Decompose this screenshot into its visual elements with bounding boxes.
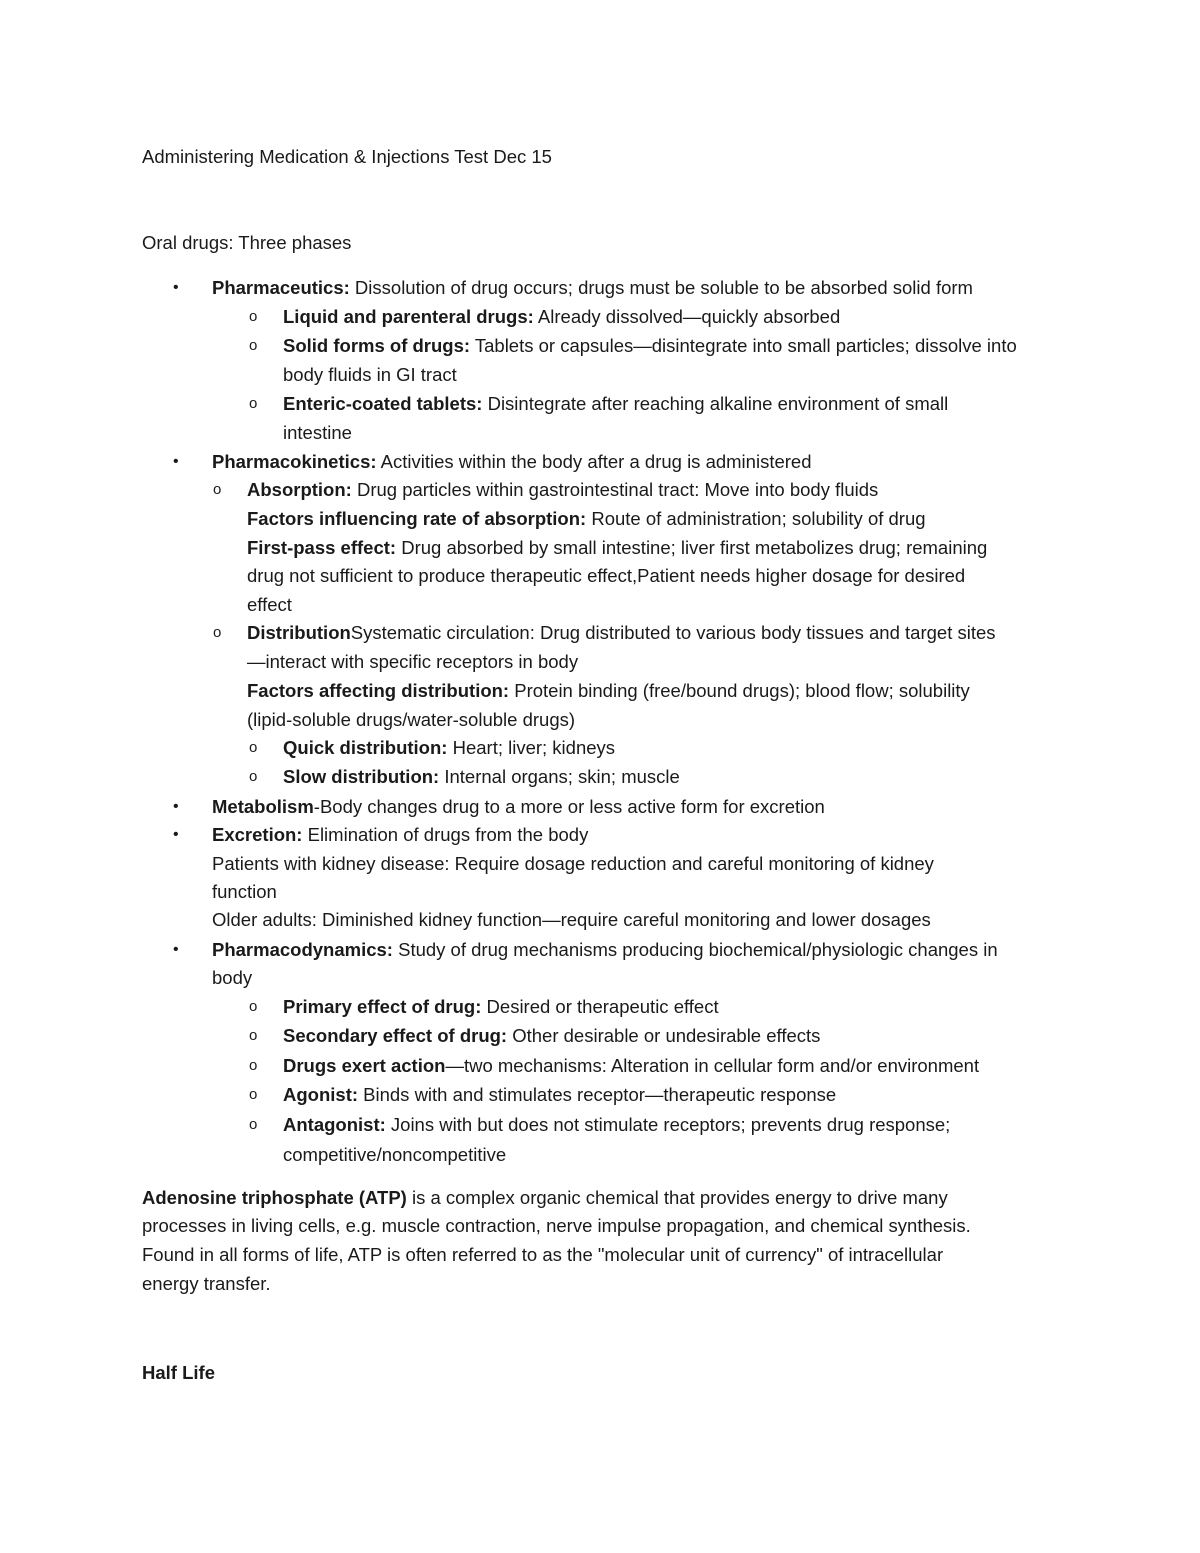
term-secondary: Secondary effect of drug: [283, 1025, 508, 1046]
list-item-enteric [283, 390, 948, 418]
text-enteric: Disintegrate after reaching alkaline environment of small [482, 393, 949, 414]
text-slow: Internal organs; skin; muscle [439, 766, 680, 787]
list-item-slow-distribution [283, 763, 680, 791]
term-pharmacokinetics: Pharmacokinetics: [212, 451, 377, 472]
list-item-pharmacodynamics [212, 936, 998, 964]
first-pass-effect [247, 534, 987, 562]
list-item-quick-distribution [283, 734, 615, 762]
term-primary: Primary effect of drug: [283, 996, 482, 1017]
term-pharmacodynamics: Pharmacodynamics: [212, 939, 393, 960]
text-exert: —two mechanisms: Alteration in cellular form and/or environment [445, 1055, 980, 1076]
list-item-pharmaceutics [212, 274, 973, 302]
sub-bullet-icon: o [249, 1086, 258, 1103]
sub-bullet-icon: o [249, 1057, 258, 1074]
factors-distribution-cont: (lipid-soluble drugs/water-soluble drugs) [247, 709, 576, 730]
oral-drugs-heading: Oral drugs: Three phases [142, 232, 352, 253]
list-item-absorption [247, 476, 878, 504]
term-antagonist: Antagonist: [283, 1114, 386, 1135]
list-item-antagonist [283, 1111, 950, 1139]
atp-paragraph-line-1 [142, 1184, 948, 1212]
document-title: Administering Medication & Injections Test Dec 15 [142, 146, 552, 167]
list-item-solid-drugs [283, 332, 1017, 360]
half-life-heading: Half Life [142, 1362, 215, 1383]
sub-bullet-icon: o [249, 1027, 258, 1044]
antagonist-cont: competitive/noncompetitive [283, 1144, 507, 1165]
text-liquid: Already dissolved—quickly absorbed [533, 306, 841, 327]
term-absorption: Absorption: [247, 479, 352, 500]
list-item-liquid-drugs [283, 303, 840, 331]
term-first-pass: First-pass effect: [247, 537, 397, 558]
term-liquid: Liquid and parenteral drugs: [283, 306, 534, 327]
excretion-kidney-cont: function [212, 881, 277, 902]
atp-paragraph-line-4: energy transfer. [142, 1273, 271, 1294]
factors-absorption [247, 505, 926, 533]
text-factors-absorption: Route of administration; solubility of drug [586, 508, 926, 529]
term-enteric: Enteric-coated tablets: [283, 393, 483, 414]
text-atp: is a complex organic chemical that provides energy to drive many [406, 1187, 948, 1208]
list-item-pharmacokinetics [212, 448, 811, 476]
list-item-excretion [212, 821, 588, 849]
term-slow: Slow distribution: [283, 766, 440, 787]
text-agonist: Binds with and stimulates receptor—therapeutic response [358, 1084, 837, 1105]
bullet-icon: • [173, 453, 179, 470]
text-metabolism: -Body changes drug to a more or less active form for excretion [313, 796, 825, 817]
term-atp: Adenosine triphosphate (ATP) [142, 1187, 407, 1208]
term-exert: Drugs exert action [283, 1055, 446, 1076]
list-item-solid-drugs-cont: body fluids in GI tract [283, 364, 457, 385]
atp-paragraph-line-2: processes in living cells, e.g. muscle contraction, nerve impulse propagation, and chemical synthesis. [142, 1215, 971, 1236]
first-pass-cont-2: effect [247, 594, 292, 615]
sub-bullet-icon: o [249, 739, 258, 756]
text-primary: Desired or therapeutic effect [481, 996, 719, 1017]
bullet-icon: • [173, 941, 179, 958]
excretion-older-adults: Older adults: Diminished kidney function—require careful monitoring and lower dosages [212, 909, 931, 930]
text-distribution: Systematic circulation: Drug distributed to various body tissues and target sites [350, 622, 996, 643]
bullet-icon: • [173, 798, 179, 815]
factors-distribution [247, 677, 970, 705]
text-pharmacokinetics: Activities within the body after a drug is administered [376, 451, 812, 472]
term-quick: Quick distribution: [283, 737, 448, 758]
first-pass-cont-1: drug not sufficient to produce therapeutic effect,Patient needs higher dosage for desired [247, 565, 966, 586]
list-item-distribution [247, 619, 996, 647]
text-first-pass: Drug absorbed by small intestine; liver first metabolizes drug; remaining [396, 537, 988, 558]
text-quick: Heart; liver; kidneys [447, 737, 616, 758]
term-distribution: Distribution [247, 622, 351, 643]
text-absorption: Drug particles within gastrointestinal tract: Move into body fluids [351, 479, 879, 500]
bullet-icon: • [173, 279, 179, 296]
list-item-agonist [283, 1081, 836, 1109]
term-pharmaceutics: Pharmaceutics: [212, 277, 350, 298]
term-excretion: Excretion: [212, 824, 303, 845]
list-item-primary-effect [283, 993, 719, 1021]
text-factors-distribution: Protein binding (free/bound drugs); blood flow; solubility [509, 680, 970, 701]
list-item-drugs-exert-action [283, 1052, 979, 1080]
list-item-secondary-effect [283, 1022, 820, 1050]
term-factors-distribution: Factors affecting distribution: [247, 680, 510, 701]
text-antagonist: Joins with but does not stimulate receptors; prevents drug response; [385, 1114, 951, 1135]
text-excretion: Elimination of drugs from the body [302, 824, 589, 845]
sub-bullet-icon: o [249, 768, 258, 785]
text-pharmacodynamics: Study of drug mechanisms producing biochemical/physiologic changes in [392, 939, 998, 960]
term-solid: Solid forms of drugs: [283, 335, 471, 356]
list-item-metabolism [212, 793, 825, 821]
list-item-enteric-cont: intestine [283, 422, 352, 443]
pharmacodynamics-cont: body [212, 967, 253, 988]
text-solid: Tablets or capsules—disintegrate into small particles; dissolve into [470, 335, 1017, 356]
atp-paragraph-line-3: Found in all forms of life, ATP is often referred to as the "molecular unit of currency" of intracellular [142, 1244, 944, 1265]
excretion-kidney: Patients with kidney disease: Require dosage reduction and careful monitoring of kidney [212, 853, 934, 874]
sub-bullet-icon: o [213, 481, 222, 498]
distribution-cont: —interact with specific receptors in body [247, 651, 579, 672]
term-agonist: Agonist: [283, 1084, 359, 1105]
text-pharmaceutics: Dissolution of drug occurs; drugs must be soluble to be absorbed solid form [349, 277, 973, 298]
sub-bullet-icon: o [213, 624, 222, 641]
sub-bullet-icon: o [249, 308, 258, 325]
sub-bullet-icon: o [249, 998, 258, 1015]
term-factors-absorption: Factors influencing rate of absorption: [247, 508, 587, 529]
term-metabolism: Metabolism [212, 796, 314, 817]
text-secondary: Other desirable or undesirable effects [507, 1025, 821, 1046]
sub-bullet-icon: o [249, 395, 258, 412]
sub-bullet-icon: o [249, 1116, 258, 1133]
sub-bullet-icon: o [249, 337, 258, 354]
bullet-icon: • [173, 826, 179, 843]
